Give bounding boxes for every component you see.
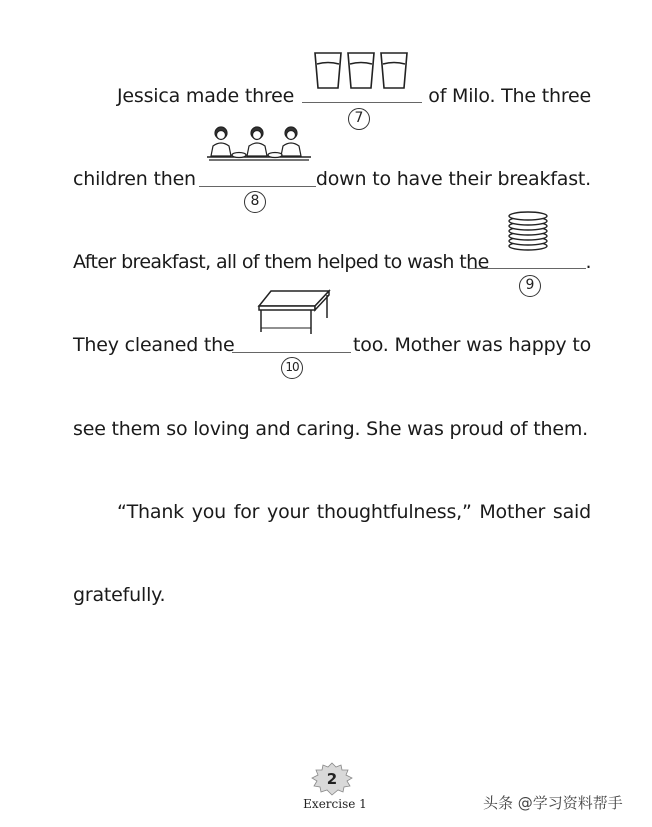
line-3-text-after: . [585,251,591,273]
line-2-text-before: children then [73,168,196,190]
line-2-text-after: down to have their breakfast. [315,168,591,190]
exercise-label: Exercise 1 [303,797,367,811]
question-number-9: 9 [519,275,541,297]
sentence-line-7: gratefully. [73,584,166,606]
blank-10[interactable] [232,352,351,353]
line-4-text-after: too. Mother was happy to [353,334,591,356]
watermark-text: 头条 @学习资料帮手 [483,794,623,812]
question-number-7: 7 [348,108,370,130]
line-4-text-before: They cleaned the [73,334,235,356]
children-eating-picture [207,124,311,166]
blank-7[interactable] [302,102,422,103]
line-1-text-after: of Milo. The three [428,85,591,107]
line-1-text-before: Jessica made three [117,85,295,107]
table-picture [257,288,331,336]
sentence-line-4 [73,330,591,360]
question-number-8: 8 [244,191,266,213]
page-number: 2 [326,770,338,788]
line-3-text-before: After breakfast, all of them helped to wash the [73,251,489,273]
plates-stack-picture [506,210,550,252]
blank-8[interactable] [199,186,316,187]
sentence-line-5: see them so loving and caring. She was proud of them. [73,418,588,440]
blank-9[interactable] [468,268,586,269]
question-number-10: 10 [281,357,303,379]
sentence-line-2 [73,164,591,194]
sentence-line-6: “Thank you for your thoughtfulness,” Mother said [117,501,591,523]
glasses-picture [312,50,412,92]
